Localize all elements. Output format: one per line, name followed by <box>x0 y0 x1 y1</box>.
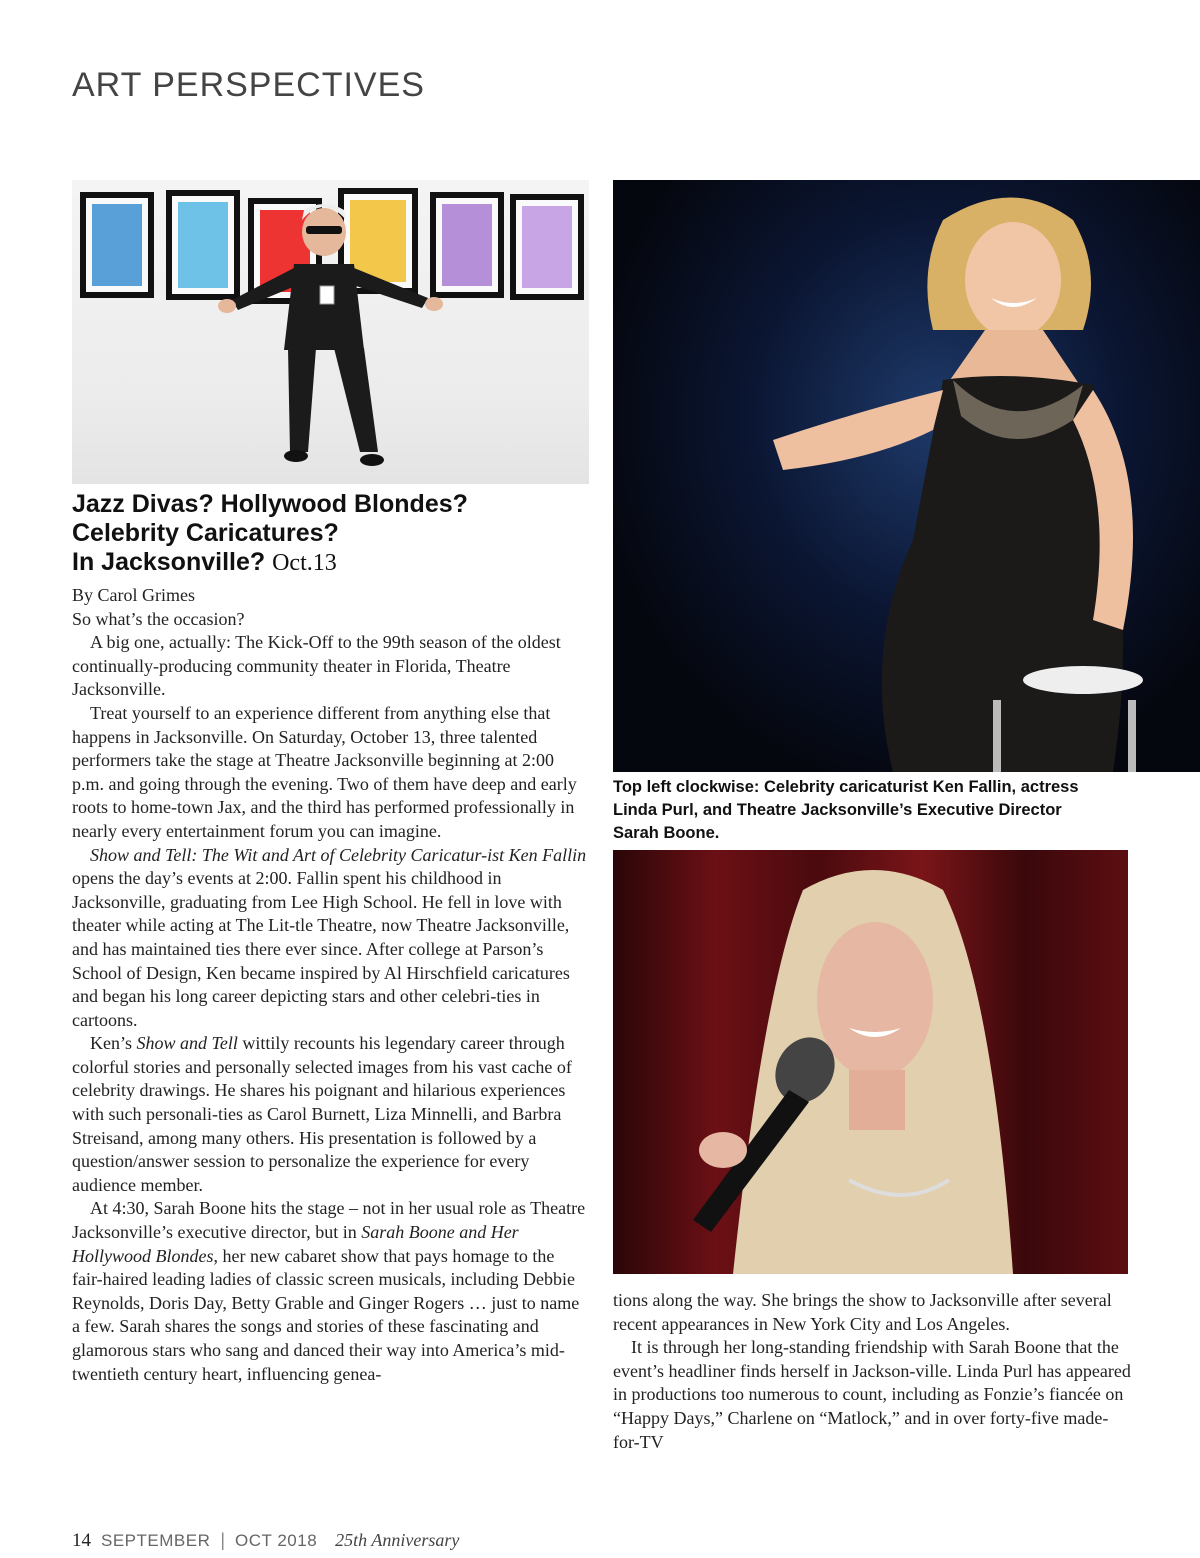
show-title-italic: Show and Tell: The Wit and Art of Celebrity Caricatur-ist Ken Fallin <box>90 844 587 865</box>
article-headline <box>72 490 592 578</box>
section-title: ART PERSPECTIVES <box>72 66 425 104</box>
article-column-left <box>72 584 588 1386</box>
headline-line-3 <box>72 548 592 578</box>
person-sarah-figure <box>613 850 1128 1274</box>
photo-ken-fallin <box>72 180 589 484</box>
show-and-tell-italic: Show and Tell <box>136 1033 238 1054</box>
article-column-right <box>613 1289 1133 1454</box>
paragraph-5 <box>72 1032 588 1197</box>
headline-date: Oct.13 <box>272 550 337 576</box>
footer-anniversary: 25th Anniversary <box>335 1530 460 1550</box>
footer-month: SEPTEMBER <box>101 1531 211 1550</box>
page-footer <box>72 1530 459 1552</box>
paragraph-4 <box>72 844 588 1033</box>
paragraph-6-text: , her new cabaret show that pays homage to the fair-haired leading ladies of classic screen musicals, including Debbie Reynolds, Doris Day, Betty Grable and Ginger Rogers … just to name a few. Sarah shares the songs and stories of these fascinating and glamorous stars who sang and danced their way into America’s mid-twentieth century heart, influencing genea- <box>72 1245 580 1384</box>
footer-divider: | <box>220 1530 226 1550</box>
paragraph-1: So what’s the occasion? <box>72 608 245 629</box>
paragraph-3: Treat yourself to an experience different from anything else that happens in Jacksonville. On Saturday, October 13, three talented performers take the stage at Theatre Jacksonville beginning at 2:00 p.m. and going through the evening. Two of them have deep and early roots to home-town Jax, and the third has performed professionally in nearly every entertainment forum you can imagine. <box>72 702 577 841</box>
paragraph-8: It is through her long-standing friendship with Sarah Boone that the event’s headliner finds herself in Jackson-ville. Linda Purl has appeared in productions too numerous to count, including as Fonzie’s fiancée on “Happy Days,” Charlene on “Matlock,” and in over forty-five made-for-TV <box>613 1337 1131 1452</box>
paragraph-2: A big one, actually: The Kick-Off to the 99th season of the oldest continually-producing community theater in Florida, Theatre Jacksonville. <box>72 632 561 700</box>
paragraph-6-start: At 4:30, Sarah Boone hits the stage – not in her usual role as Theatre Jacksonville’s executive director, but in <box>72 1198 586 1243</box>
paragraph-5-text: wittily recounts his legendary career through colorful stories and personally selected images from his vast cache of celebrity drawings. He shares his poignant and hilarious experiences with such personali-ties as Carol Burnett, Liza Minnelli, and Barbra Streisand, among many others. His presentation is followed by a question/answer session to personalize the experience for every audience member. <box>72 1033 572 1195</box>
headline-line-2: Celebrity Caricatures? <box>72 519 339 547</box>
headline-line-1: Jazz Divas? Hollywood Blondes? <box>72 490 468 518</box>
byline: By Carol Grimes <box>72 585 195 605</box>
paragraph-6 <box>72 1197 588 1386</box>
photo-sarah-boone <box>613 850 1128 1274</box>
person-ken-figure <box>72 180 589 484</box>
person-linda-figure <box>613 180 1200 772</box>
photo-linda-purl <box>613 180 1200 772</box>
photo-caption: Top left clockwise: Celebrity caricaturist Ken Fallin, actress Linda Purl, and Theatre Jacksonville’s Executive Director Sarah Boone. <box>613 778 1079 842</box>
headline-text: In Jacksonville? <box>72 548 266 576</box>
paragraph-7: tions along the way. She brings the show to Jacksonville after several recent appearances in New York City and Los Angeles. <box>613 1290 1112 1334</box>
cabaret-title-italic: Sarah Boone and Her Hollywood Blondes <box>72 1222 519 1266</box>
page-number: 14 <box>72 1530 91 1551</box>
footer-issue: OCT 2018 <box>235 1531 318 1550</box>
paragraph-4-text: opens the day’s events at 2:00. Fallin spent his childhood in Jacksonville, graduating from Lee High School. He fell in love with theater while acting at The Lit-tle Theatre, now Theatre Jacksonville, and has maintained ties there ever since. After college at Parson’s School of Design, Ken became inspired by Al Hirschfield caricatures and began his long career depicting stars and other celebri-ties in cartoons. <box>72 868 570 1030</box>
paragraph-5-start: Ken’s <box>90 1033 137 1054</box>
